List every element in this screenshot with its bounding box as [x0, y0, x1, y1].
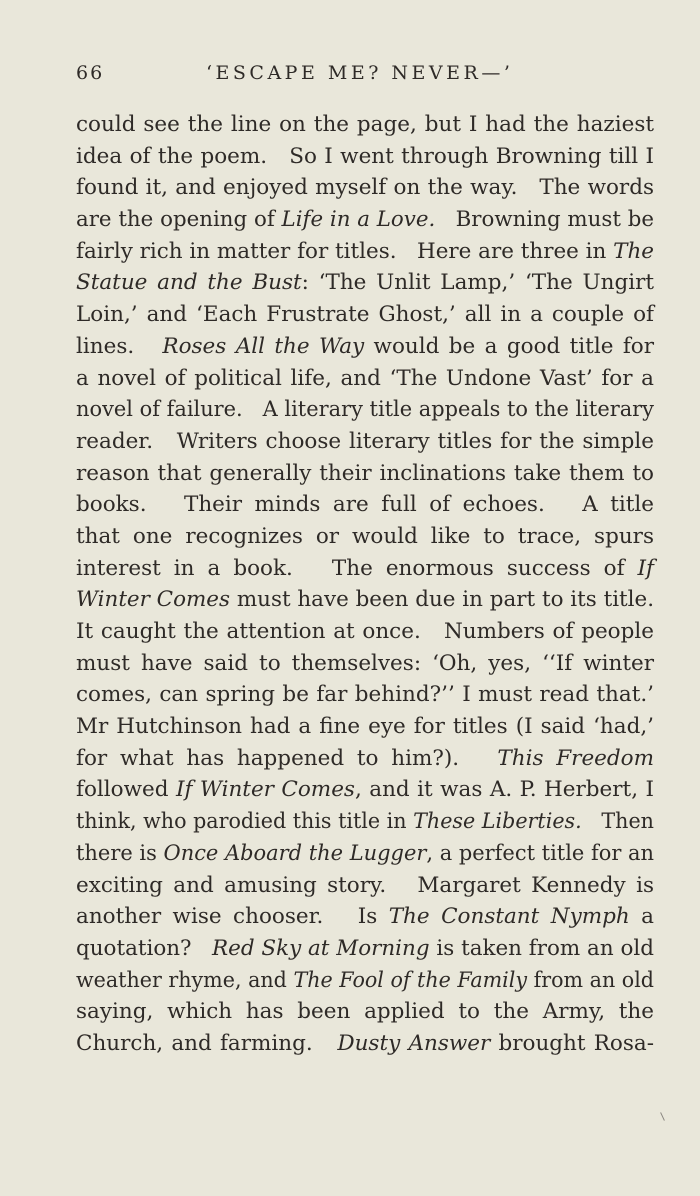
text-segment: must have been due in part to its title.: [230, 587, 655, 613]
text-segment: , a perfect title for an: [426, 840, 654, 866]
italic-title-text: Roses All the Way: [162, 333, 365, 359]
italic-title-text: Winter Comes: [76, 587, 231, 613]
text-segment: must have said to themselves: ‘Oh, yes, ‘‘If winter: [76, 650, 654, 676]
text-line: [76, 965, 654, 997]
text-segment: lines.: [76, 333, 163, 359]
text-segment: from an old: [527, 967, 655, 993]
text-segment: reader. Writers choose literary titles for the simple: [76, 428, 654, 454]
text-segment: followed: [76, 777, 176, 803]
text-segment: Mr Hutchinson had a fine eye for titles (I said ‘had,’: [76, 714, 654, 740]
text-segment: are the opening of: [76, 207, 282, 233]
text-segment: Browning must be: [435, 207, 654, 233]
text-segment: Then: [581, 809, 654, 835]
text-line: [76, 679, 654, 711]
running-head: [76, 62, 656, 94]
text-line: [76, 267, 654, 299]
text-line: [76, 806, 654, 838]
text-segment: interest in a book. The enormous success of: [76, 555, 638, 581]
text-segment: , and it was A. P. Herbert, I: [354, 777, 654, 803]
italic-title-text: If: [637, 555, 654, 581]
text-segment: brought Rosa-: [490, 1030, 654, 1056]
text-segment: could see the line on the page, but I had the haziest: [76, 112, 654, 137]
italic-title-text: Once Aboard the Lugger: [163, 840, 427, 866]
stray-mark: [660, 1112, 665, 1121]
text-line: [76, 1028, 654, 1060]
italic-title-text: If Winter Comes: [175, 777, 355, 803]
text-line: [76, 996, 654, 1028]
text-line: [76, 774, 654, 806]
text-line: [76, 363, 654, 395]
italic-title-text: These Liberties.: [413, 809, 582, 835]
text-segment: It caught the attention at once. Numbers of people: [76, 619, 654, 644]
italic-title-text: The Constant Nymph: [388, 904, 630, 930]
italic-title-text: Life in a Love.: [281, 207, 436, 233]
text-line: [76, 584, 654, 616]
text-line: [76, 711, 654, 743]
text-segment: fairly rich in matter for titles. Here are three in: [76, 238, 614, 264]
text-line: [76, 870, 654, 902]
italic-title-text: The Fool of the Family: [293, 967, 528, 993]
text-segment: think, who parodied this title in: [76, 809, 414, 835]
body-text: [76, 109, 654, 1060]
text-segment: there is: [76, 840, 164, 866]
italic-title-text: Dusty Answer: [337, 1030, 491, 1056]
text-segment: : ‘The Unlit Lamp,’ ‘The Ungirt: [301, 270, 655, 296]
text-segment: that one recognizes or would like to trace, spurs: [76, 523, 654, 549]
text-line: [76, 616, 654, 648]
italic-title-text: The: [613, 238, 655, 264]
text-line: [76, 458, 654, 490]
text-line: [76, 299, 654, 331]
text-line: [76, 648, 654, 680]
text-segment: books. Their minds are full of echoes. A title: [76, 492, 654, 518]
text-line: [76, 331, 654, 363]
text-segment: weather rhyme, and: [76, 967, 294, 993]
text-segment: a: [629, 904, 654, 930]
text-segment: comes, can spring be far behind?’’ I must read that.’: [76, 682, 654, 708]
text-line: [76, 933, 654, 965]
text-line: [76, 553, 654, 585]
text-line: [76, 109, 654, 141]
text-segment: idea of the poem. So I went through Browning till I: [76, 143, 654, 169]
text-line: [76, 838, 654, 870]
text-segment: for what has happened to him?).: [76, 745, 498, 771]
text-line: [76, 489, 654, 521]
text-segment: quotation?: [76, 935, 213, 961]
italic-title-text: Statue and the Bust: [76, 270, 302, 296]
text-line: [76, 426, 654, 458]
text-segment: another wise chooser. Is: [76, 904, 389, 930]
text-line: [76, 743, 654, 775]
text-segment: is taken from an old: [429, 935, 654, 961]
page-number: 66: [76, 62, 105, 84]
italic-title-text: This Freedom: [497, 745, 655, 771]
text-line: [76, 521, 654, 553]
text-segment: Loin,’ and ‘Each Frustrate Ghost,’ all in a couple of: [76, 302, 654, 328]
text-line: [76, 141, 654, 173]
running-title: ‘ESCAPE ME? NEVER—’: [206, 62, 514, 84]
text-segment: exciting and amusing story. Margaret Kennedy is: [76, 872, 654, 898]
text-segment: saying, which has been applied to the Army, the: [76, 999, 654, 1025]
text-segment: a novel of political life, and ‘The Undone Vast’ for a: [76, 365, 654, 391]
text-segment: found it, and enjoyed myself on the way. The words: [76, 175, 654, 201]
text-line: [76, 172, 654, 204]
text-line: [76, 236, 654, 268]
text-line: [76, 394, 654, 426]
text-segment: would be a good title for: [364, 333, 654, 359]
text-line: [76, 901, 654, 933]
text-segment: reason that generally their inclinations take them to: [76, 460, 654, 486]
italic-title-text: Red Sky at Morning: [212, 935, 430, 961]
text-segment: Church, and farming.: [76, 1030, 338, 1056]
text-line: [76, 204, 654, 236]
text-segment: novel of failure. A literary title appeals to the literary: [76, 397, 655, 423]
